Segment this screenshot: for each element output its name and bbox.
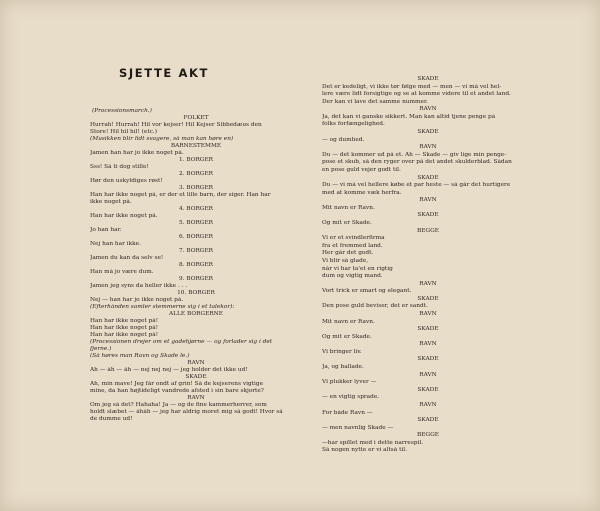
right-column-line: Her går det godt.: [322, 250, 374, 257]
right-column-line: BEGGE: [417, 432, 439, 439]
left-column-line: Han har ikke noget på.: [90, 213, 158, 219]
right-column-line: folks forfængelighed.: [322, 121, 385, 128]
right-column-line: SKADE: [417, 356, 439, 363]
right-column-line: —har spillet med i dette narrespil.: [322, 439, 424, 446]
right-column-line: når vi har ta'et en rigtig: [322, 265, 393, 272]
left-column-line: SKADE: [185, 374, 207, 380]
left-column-line: Han har ikke noget på!: [90, 318, 159, 324]
left-column-line: Nej — han har jo ikke noget på.: [90, 297, 184, 303]
right-column-line: RAVN: [419, 341, 437, 348]
left-column-line: 7. BORGER: [178, 248, 214, 254]
right-column-line: BEGGE: [417, 227, 439, 234]
left-column-line: RAVN: [187, 395, 205, 401]
left-column-line: 9. BORGER: [178, 276, 214, 282]
right-column-line: — og dumhed.: [322, 136, 365, 143]
right-column-line: Vi bringer liv.: [322, 348, 362, 355]
right-column-line: med at komme væk herfra.: [322, 189, 402, 196]
right-column-line: Og mit er Skade.: [322, 333, 372, 340]
left-column-line: Sss! Så ti dog stille!: [90, 164, 149, 170]
right-column-line: Vi blir så glade,: [322, 257, 369, 264]
right-column-line: Vort trick er smart og elegant.: [322, 288, 412, 295]
right-column-line: Og mit er Skade.: [322, 220, 372, 227]
right-column-line: SKADE: [417, 326, 439, 333]
right-column-line: en pose guld vejer godt til.: [322, 166, 401, 173]
left-column-line: BARNESTEMME: [170, 143, 222, 149]
left-column-line: 5. BORGER: [178, 220, 214, 226]
left-column-line: 1. BORGER: [178, 157, 214, 163]
right-column-line: Den pose guld beviser, det er sandt.: [322, 303, 428, 310]
right-column-line: RAVN: [419, 280, 437, 287]
right-column-line: SKADE: [417, 76, 439, 82]
right-column-line: For både Ravn —: [322, 409, 373, 416]
left-column-line: 4. BORGER: [178, 206, 214, 212]
left-column-line: Han har ikke noget på!: [90, 332, 159, 338]
left-column-line: Jamen jeg syns da heller ikke . . .: [90, 283, 188, 289]
left-column-line: Åh — åh — åh — nej nej nej — jeg holder det ikke ud!: [90, 367, 248, 373]
right-column-line: SKADE: [417, 212, 439, 219]
right-column-line: RAVN: [419, 144, 437, 151]
right-column-line: pose et skub, så den ryger over på det andet skulderblad. Sådan: [322, 159, 512, 166]
right-column-line: SKADE: [417, 174, 439, 181]
right-column-line: Der kan vi lave det samme nummer.: [322, 98, 428, 105]
right-column-line: RAVN: [419, 310, 437, 317]
left-column-line: Åh, min mave! Jeg får ondt af grin! Så de kejserens vigtige: [90, 381, 263, 387]
right-column-line: dum og vigtig mand.: [322, 273, 383, 280]
left-column-line: mine, da han højtideligt vandrede afsted i sin bare skjorte?: [90, 388, 264, 394]
left-column-line: 8. BORGER: [178, 262, 214, 268]
left-column-line: holdt slæbet — åhåh — jeg har aldrig moret mig så godt! Hvor så: [90, 409, 283, 415]
act-title: SJETTE AKT: [119, 66, 209, 80]
right-column-line: SKADE: [417, 386, 439, 393]
left-column-line: Jamen du kan da selv se!: [90, 255, 164, 261]
right-column-line: RAVN: [419, 371, 437, 378]
right-column-line: Mit navn er Ravn.: [322, 318, 375, 325]
left-column-line: (Efterhånden samler stemmerne sig i et talekor):: [90, 304, 235, 310]
right-column-line: — men navnlig Skade —: [322, 424, 394, 431]
left-column-line: Store! Hil hil hil! (etc.): [90, 129, 158, 135]
left-column-line: Jamen han har jo ikke noget på.: [90, 150, 184, 156]
right-column-line: lere være lidt forsigtige og se at komme videre til et andet land.: [322, 91, 511, 98]
left-column-line: Hurrah! Hurrah! Hil vor kejser! Hil Kejser Sibbedæus den: [90, 122, 262, 128]
right-column-line: fra et fremmed land.: [322, 242, 383, 249]
left-column-line: Han har ikke noget på, er der et lille barn, der siger. Han har: [90, 192, 271, 198]
left-column-line: de dumme ud!: [90, 416, 133, 422]
right-column-line: RAVN: [419, 401, 437, 408]
left-column-line: (Så høres man Ravn og Skade le.): [90, 353, 190, 359]
left-column-line: Nej han har ikke.: [90, 241, 141, 247]
right-column-line: Så nogen nytte er vi altså til.: [322, 447, 407, 454]
right-column-line: — en vigtig sprade.: [322, 394, 380, 401]
left-column-line: RAVN: [187, 360, 205, 366]
right-column-line: Det er kedeligt, vi ikke tør følge med — men — vi må vel hel-: [322, 83, 502, 90]
left-column-line: 10. BORGER: [177, 290, 215, 296]
left-column-line: ALLE BORGERNE: [169, 311, 223, 317]
left-column-line: (Musikken blir lidt svagere, så man kan høre en): [90, 136, 234, 142]
left-column-line: (Processionsmarch.): [92, 108, 152, 114]
left-column-line: Hør den uskyldiges røst!: [90, 178, 163, 184]
right-column-line: SKADE: [417, 417, 439, 424]
right-column-line: Ja, det kan vi ganske sikkert. Man kan altid tjene penge på: [322, 113, 496, 120]
right-column-line: Vi plukker lyver —: [322, 379, 377, 386]
right-column-line: Du — vi må vel hellere købe et par heste — så går det hurtigere: [322, 182, 511, 189]
right-column-line: RAVN: [419, 197, 437, 204]
left-column-line: Jo han har.: [90, 227, 122, 233]
left-column-line: Han har ikke noget på!: [90, 325, 159, 331]
right-column-line: Du — det kommer ud på et. Åh — Skade — giv lige min penge-: [322, 151, 507, 158]
right-column-line: Ja, og ballade.: [322, 364, 364, 371]
left-column-line: fjerne.): [90, 346, 112, 352]
left-column-line: 2. BORGER: [178, 171, 214, 177]
left-column-line: Om jeg så det? Hahaha! Ja — og de fine kammerherrer, som: [90, 402, 267, 408]
left-column-line: FOLKET: [183, 115, 209, 121]
left-column-line: Han må jo være dum.: [90, 269, 154, 275]
left-column-line: 6. BORGER: [178, 234, 214, 240]
right-column-line: Mit navn er Ravn.: [322, 204, 375, 211]
right-column-line: SKADE: [417, 295, 439, 302]
left-column-line: (Processionen drejer om et gadehjørne — og forlader sig i det: [90, 339, 273, 345]
left-column-line: ikke noget på.: [90, 199, 132, 205]
right-column-line: Vi er et svindlerfirma: [322, 235, 385, 242]
right-column-line: SKADE: [417, 129, 439, 136]
left-column-line: 3. BORGER: [178, 185, 214, 191]
right-column-line: RAVN: [419, 106, 437, 113]
